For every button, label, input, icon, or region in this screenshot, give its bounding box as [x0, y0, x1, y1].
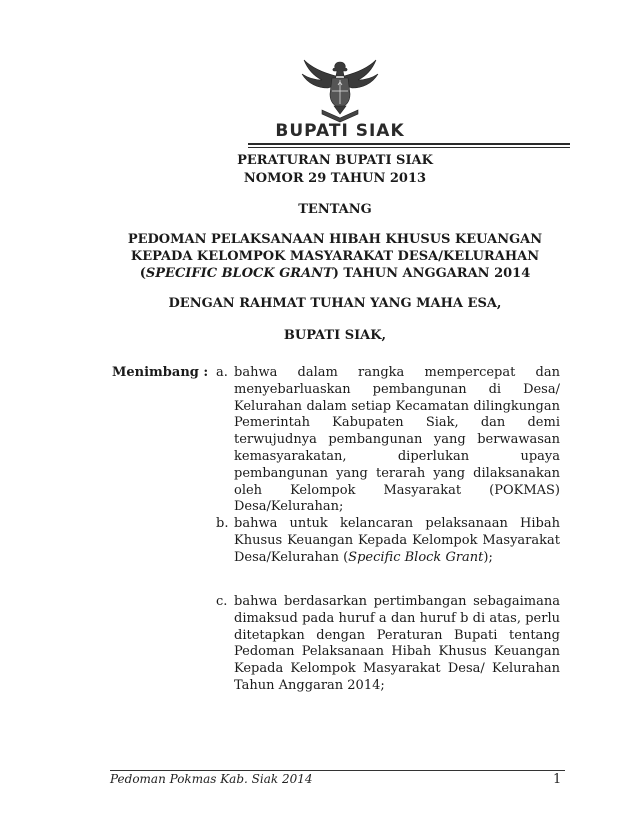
item-b-italic: Specific Block Grant — [348, 549, 484, 565]
subject-line-2: KEPADA KELOMPOK MASYARAKAT DESA/KELURAHAN — [130, 249, 540, 264]
invocation: DENGAN RAHMAT TUHAN YANG MAHA ESA, — [168, 296, 502, 311]
authority: BUPATI SIAK, — [283, 328, 387, 343]
item-b-text — [234, 516, 560, 566]
item-c-letter: c. — [216, 594, 228, 609]
item-b-letter: b. — [216, 516, 229, 531]
header-rule-thin — [248, 147, 570, 148]
bupati-siak-brand: BUPATI SIAK — [275, 121, 405, 141]
item-a-text: bahwa dalam rangka mempercepat dan menyebarluaskan pembangunan di Desa/ Kelurahan dalam setiap Kecamatan dilingkungan Pemerintah Kabupaten Siak, dan demi terwujudnya pembangunan yang berwawasan kemasyarakatan, diperlukan upaya pembangunan yang terarah yang dilaksanakan oleh Kelompok Masyarakat (POKMAS) Desa/Kelurahan; — [234, 365, 560, 515]
footer-title: Pedoman Pokmas Kab. Siak 2014 — [110, 772, 313, 786]
item-b-end: ); — [483, 549, 493, 565]
subject-line-1: PEDOMAN PELAKSANAAN HIBAH KHUSUS KEUANGAN — [127, 232, 543, 247]
item-c-text: bahwa berdasarkan pertimbangan sebagaimana dimaksud pada huruf a dan huruf b di atas, perlu ditetapkan dengan Peraturan Bupati tentang Pedoman Pelaksanaan Hibah Khusus Keuangan Kepada Kelompok Masyarakat Desa/ Kelurahan Tahun Anggaran 2014; — [234, 594, 560, 693]
page-number: 1 — [553, 772, 562, 787]
header-rule — [248, 143, 570, 145]
subject-year: ) TAHUN ANGGARAN 2014 — [332, 266, 531, 281]
item-b-main: bahwa untuk kelancaran pelaksanaan Hibah Khusus Keuangan Kepada Kelompok Masyarakat Desa/Kelurahan ( — [234, 516, 560, 565]
subject-open-paren: ( — [139, 266, 146, 281]
subject-line-3 — [110, 266, 560, 281]
garuda-emblem-icon — [300, 58, 380, 124]
tentang-label: TENTANG — [298, 202, 372, 217]
menimbang-label: Menimbang : — [112, 365, 209, 380]
regulation-title: PERATURAN BUPATI SIAK — [237, 153, 433, 168]
regulation-number: NOMOR 29 TAHUN 2013 — [243, 171, 427, 186]
footer-rule — [110, 770, 565, 771]
item-a-letter: a. — [216, 365, 228, 380]
subject-specific-block-grant: SPECIFIC BLOCK GRANT — [145, 266, 333, 281]
